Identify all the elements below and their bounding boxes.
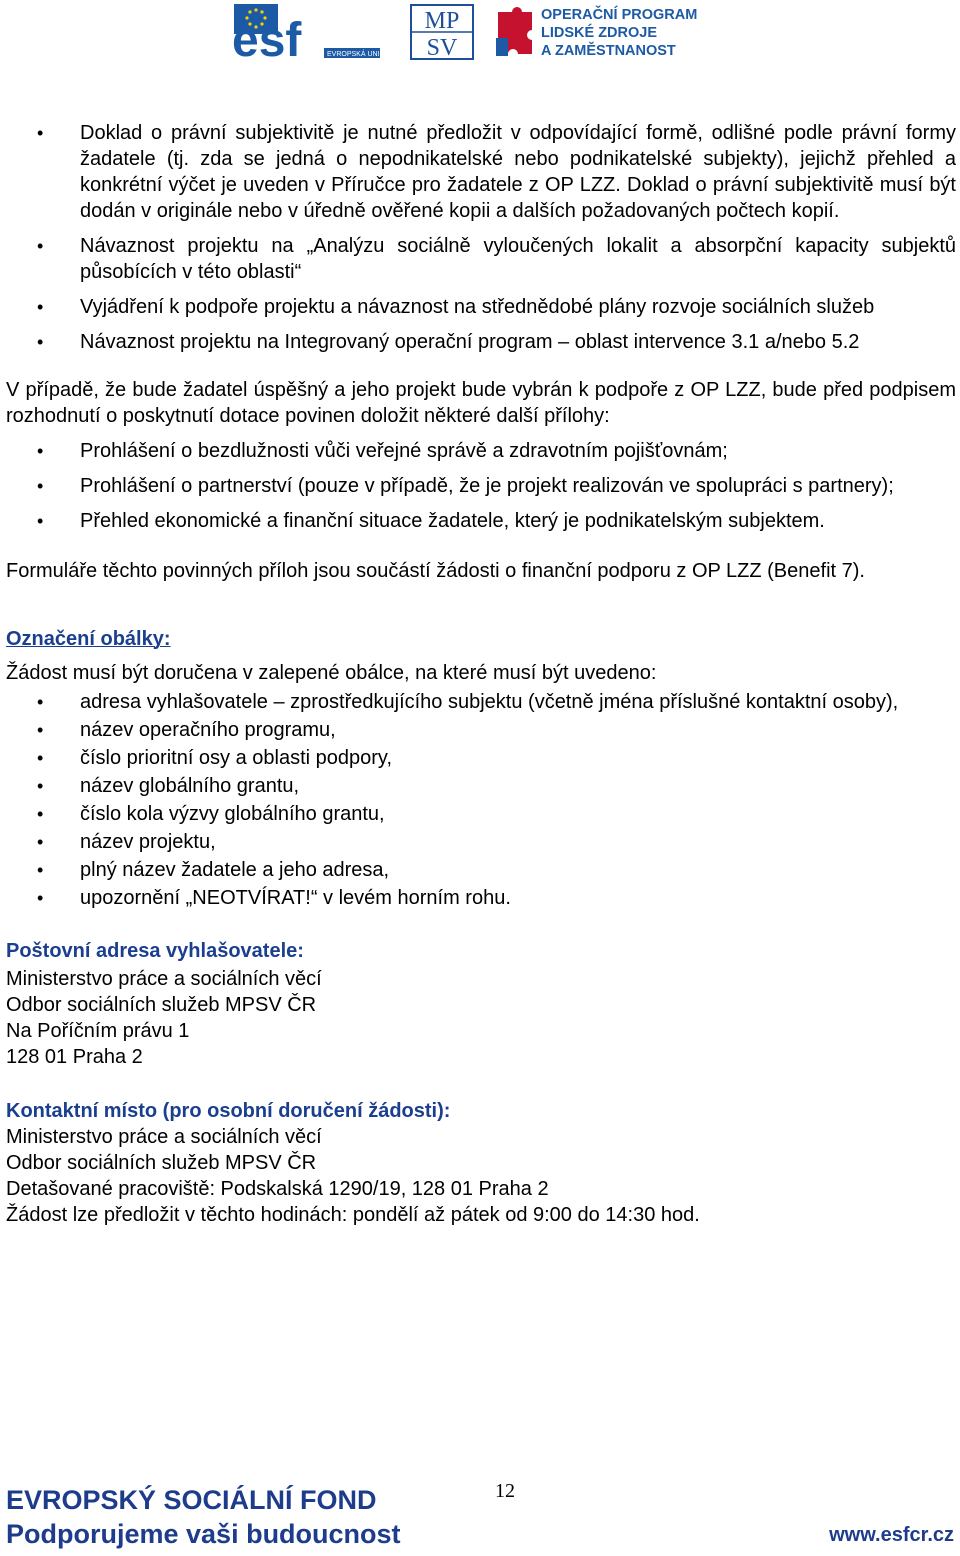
envelope-list bbox=[6, 688, 956, 912]
list-item: • Doklad o právní subjektivitě je nutné předložit v odpovídající formě, odlišné podle právní formy žadatele (tj. zda se jedná o nepodnikatelské nebo podnikatelské subjekty), jejichž přehled a konkrétní výčet je uveden v Příručce pro žadatele z OP LZZ. Doklad o právní subjektivitě musí být dodán v originále nebo v úředně ověřené kopii a dalších požadovaných počtech kopií. bbox=[6, 120, 956, 224]
list-item: • adresa vyhlašovatele – zprostředkujícího subjektu (včetně jména příslušné kontaktní osoby), bbox=[6, 688, 956, 716]
list-item: • Vyjádření k podpoře projektu a návaznost na střednědobé plány rozvoje sociálních služeb bbox=[6, 294, 956, 320]
esf-logo bbox=[232, 2, 382, 60]
address-line: Detašované pracoviště: Podskalská 1290/19, 128 01 Praha 2 bbox=[6, 1178, 549, 1200]
oplz-line-2: LIDSKÉ ZDROJE bbox=[541, 25, 658, 41]
page-number: 12 bbox=[495, 1480, 515, 1502]
list-item: • číslo prioritní osy a oblasti podpory, bbox=[6, 744, 956, 772]
footer-tagline: Podporujeme vaši budoucnost bbox=[6, 1519, 401, 1549]
oplz-line-1: OPERAČNÍ PROGRAM bbox=[541, 7, 698, 23]
footer-fund-name: EVROPSKÝ SOCIÁLNÍ FOND bbox=[6, 1485, 377, 1515]
svg-text:SV: SV bbox=[426, 35, 458, 60]
list-item: • Návaznost projektu na Integrovaný operační program – oblast intervence 3.1 a/nebo 5.2 bbox=[6, 329, 956, 355]
list-item: • Prohlášení o partnerství (pouze v případě, že je projekt realizován ve spolupráci s partnery); bbox=[6, 473, 956, 499]
document-body bbox=[6, 120, 956, 1228]
address-line: Odbor sociálních služeb MPSV ČR bbox=[6, 1152, 317, 1174]
paragraph-additional-attachments: V případě, že bude žadatel úspěšný a jeho projekt bude vybrán k podpoře z OP LZZ, bude před podpisem rozhodnutí o poskytnutí dotace povinen doložit některé další přílohy: bbox=[6, 379, 956, 427]
envelope-intro: Žádost musí být doručena v zalepené obálce, na které musí být uvedeno: bbox=[6, 662, 657, 684]
list-item: • Návaznost projektu na „Analýzu sociálně vyloučených lokalit a absorpční kapacity subjektů působících v této oblasti“ bbox=[6, 233, 956, 285]
address-line: 128 01 Praha 2 bbox=[6, 1046, 143, 1068]
oplz-logo-text bbox=[541, 6, 721, 62]
list-item: • plný název žadatele a jeho adresa, bbox=[6, 856, 956, 884]
contact-address bbox=[6, 1124, 956, 1228]
postal-heading: Poštovní adresa vyhlašovatele: bbox=[6, 940, 304, 962]
address-line: Na Poříčním právu 1 bbox=[6, 1020, 190, 1042]
attachments-list bbox=[6, 120, 956, 355]
contact-heading: Kontaktní místo (pro osobní doručení žádosti): bbox=[6, 1100, 451, 1122]
oplz-puzzle-icon bbox=[492, 4, 538, 60]
address-line: Ministerstvo práce a sociálních věcí bbox=[6, 1126, 322, 1148]
list-item: • číslo kola výzvy globálního grantu, bbox=[6, 800, 956, 828]
paragraph-forms: Formuláře těchto povinných příloh jsou součástí žádosti o finanční podporu z OP LZZ (Benefit 7). bbox=[6, 560, 865, 582]
footer-url: www.esfcr.cz bbox=[829, 1524, 954, 1546]
list-item: • upozornění „NEOTVÍRAT!“ v levém horním rohu. bbox=[6, 884, 956, 912]
svg-text:EVROPSKÁ UNIE: EVROPSKÁ UNIE bbox=[327, 51, 382, 58]
mpsv-logo bbox=[410, 4, 474, 60]
svg-text:esf: esf bbox=[232, 14, 302, 60]
address-line: Odbor sociálních služeb MPSV ČR bbox=[6, 994, 317, 1016]
page-header bbox=[0, 0, 960, 70]
list-item: • Přehled ekonomické a finanční situace žadatele, který je podnikatelským subjektem. bbox=[6, 508, 956, 534]
postal-address bbox=[6, 966, 956, 1070]
footer-slogan bbox=[6, 1483, 401, 1551]
additional-attachments-list bbox=[6, 438, 956, 534]
list-item: • název projektu, bbox=[6, 828, 956, 856]
oplz-line-3: A ZAMĚSTNANOST bbox=[541, 43, 676, 59]
address-line: Žádost lze předložit v těchto hodinách: pondělí až pátek od 9:00 do 14:30 hod. bbox=[6, 1204, 700, 1226]
svg-text:MP: MP bbox=[424, 8, 460, 34]
envelope-heading: Označení obálky: bbox=[6, 628, 171, 650]
list-item: • název globálního grantu, bbox=[6, 772, 956, 800]
address-line: Ministerstvo práce a sociálních věcí bbox=[6, 968, 322, 990]
list-item: • název operačního programu, bbox=[6, 716, 956, 744]
list-item: • Prohlášení o bezdlužnosti vůči veřejné správě a zdravotním pojišťovnám; bbox=[6, 438, 956, 464]
